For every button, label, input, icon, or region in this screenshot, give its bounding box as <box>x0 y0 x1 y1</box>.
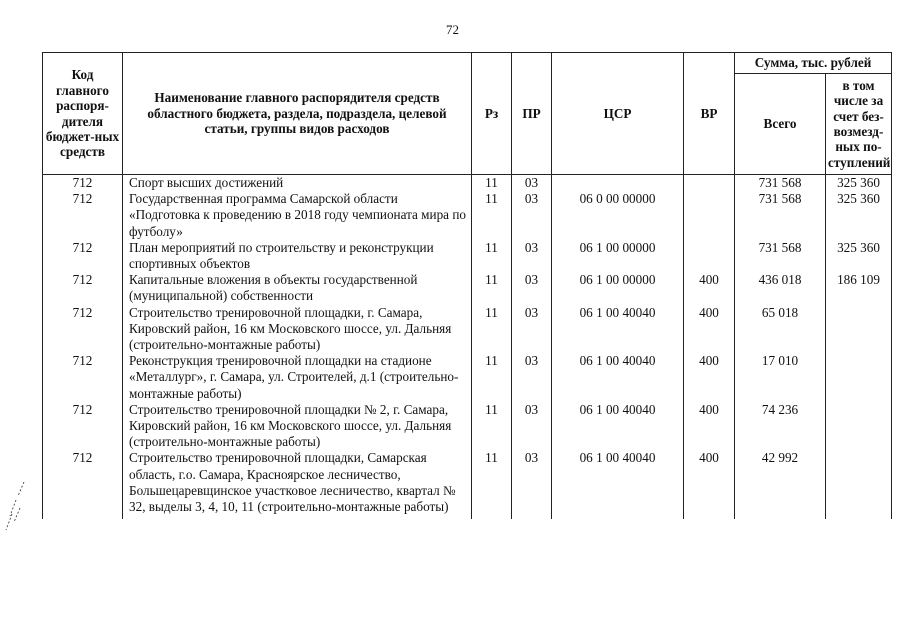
cell-name: Спорт высших достижений <box>123 175 472 192</box>
cell-code: 712 <box>43 272 123 304</box>
cell-rz: 11 <box>472 191 512 240</box>
cell-pr: 03 <box>512 272 552 304</box>
cell-pr: 03 <box>512 402 552 451</box>
cell-gratuitous: 325 360 <box>826 191 892 240</box>
cell-rz: 11 <box>472 305 512 354</box>
cell-code: 712 <box>43 402 123 451</box>
table-row <box>43 191 892 240</box>
table-row <box>43 353 892 402</box>
cell-total: 65 018 <box>735 305 826 354</box>
cell-vr: 400 <box>684 402 735 451</box>
cell-rz: 11 <box>472 353 512 402</box>
cell-pr: 03 <box>512 450 552 519</box>
header-csr: ЦСР <box>552 53 684 175</box>
header-total: Всего <box>735 74 826 175</box>
cell-total: 731 568 <box>735 240 826 272</box>
cell-total: 731 568 <box>735 175 826 192</box>
header-sum-group: Сумма, тыс. рублей <box>735 53 892 74</box>
cell-rz: 11 <box>472 240 512 272</box>
cell-code: 712 <box>43 191 123 240</box>
cell-vr <box>684 175 735 192</box>
header-rz: Рз <box>472 53 512 175</box>
cell-total: 74 236 <box>735 402 826 451</box>
cell-pr: 03 <box>512 240 552 272</box>
pen-mark <box>4 478 30 536</box>
cell-csr: 06 1 00 40040 <box>552 353 684 402</box>
cell-gratuitous: 325 360 <box>826 175 892 192</box>
header-vr: ВР <box>684 53 735 175</box>
cell-vr: 400 <box>684 353 735 402</box>
cell-rz: 11 <box>472 450 512 519</box>
cell-gratuitous: 325 360 <box>826 240 892 272</box>
cell-code: 712 <box>43 353 123 402</box>
table-row <box>43 450 892 519</box>
header-code: Код главного распоря-дителя бюджет-ных средств <box>43 53 123 175</box>
cell-rz: 11 <box>472 272 512 304</box>
cell-csr: 06 1 00 00000 <box>552 240 684 272</box>
cell-rz: 11 <box>472 175 512 192</box>
cell-vr: 400 <box>684 450 735 519</box>
cell-csr: 06 1 00 40040 <box>552 305 684 354</box>
cell-csr: 06 1 00 00000 <box>552 272 684 304</box>
header-gratuitous: в том числе за счет без-возмезд-ных по-ступлений <box>826 74 892 175</box>
cell-gratuitous <box>826 353 892 402</box>
cell-pr: 03 <box>512 353 552 402</box>
cell-vr: 400 <box>684 272 735 304</box>
cell-pr: 03 <box>512 175 552 192</box>
cell-code: 712 <box>43 175 123 192</box>
cell-csr: 06 0 00 00000 <box>552 191 684 240</box>
cell-vr <box>684 191 735 240</box>
table-row <box>43 240 892 272</box>
cell-rz: 11 <box>472 402 512 451</box>
table-row <box>43 175 892 192</box>
budget-table <box>42 52 892 519</box>
header-pr: ПР <box>512 53 552 175</box>
cell-gratuitous <box>826 450 892 519</box>
cell-code: 712 <box>43 305 123 354</box>
cell-pr: 03 <box>512 191 552 240</box>
cell-pr: 03 <box>512 305 552 354</box>
cell-csr: 06 1 00 40040 <box>552 450 684 519</box>
cell-total: 42 992 <box>735 450 826 519</box>
cell-name: Реконструкция тренировочной площадки на стадионе «Металлург», г. Самара, ул. Строителей, д.1 (строительно-монтажные работы) <box>123 353 472 402</box>
cell-total: 436 018 <box>735 272 826 304</box>
header-name: Наименование главного распорядителя средств областного бюджета, раздела, подраздела, целевой статьи, группы видов расходов <box>123 53 472 175</box>
table-row <box>43 402 892 451</box>
cell-gratuitous <box>826 402 892 451</box>
cell-total: 731 568 <box>735 191 826 240</box>
cell-name: Строительство тренировочной площадки, г. Самара, Кировский район, 16 км Московского шоссе, ул. Дальняя (строительно-монтажные работы) <box>123 305 472 354</box>
cell-name: Государственная программа Самарской области «Подготовка к проведению в 2018 году чемпионата мира по футболу» <box>123 191 472 240</box>
cell-gratuitous <box>826 305 892 354</box>
cell-gratuitous: 186 109 <box>826 272 892 304</box>
cell-total: 17 010 <box>735 353 826 402</box>
table-row <box>43 272 892 304</box>
cell-vr: 400 <box>684 305 735 354</box>
cell-csr <box>552 175 684 192</box>
cell-name: Капитальные вложения в объекты государственной (муниципальной) собственности <box>123 272 472 304</box>
cell-name: Строительство тренировочной площадки, Самарская область, г.о. Самара, Красноярское лесничество, Большецаревщинское участковое лесничество, квартал № 32, выделы 3, 4, 10, 11 (строительно-монтажные работы) <box>123 450 472 519</box>
cell-name: План мероприятий по строительству и реконструкции спортивных объектов <box>123 240 472 272</box>
cell-code: 712 <box>43 450 123 519</box>
table-row <box>43 305 892 354</box>
cell-code: 712 <box>43 240 123 272</box>
page-number: 72 <box>446 22 459 37</box>
cell-csr: 06 1 00 40040 <box>552 402 684 451</box>
cell-vr <box>684 240 735 272</box>
cell-name: Строительство тренировочной площадки № 2, г. Самара, Кировский район, 16 км Московского шоссе, ул. Дальняя (строительно-монтажные работы) <box>123 402 472 451</box>
